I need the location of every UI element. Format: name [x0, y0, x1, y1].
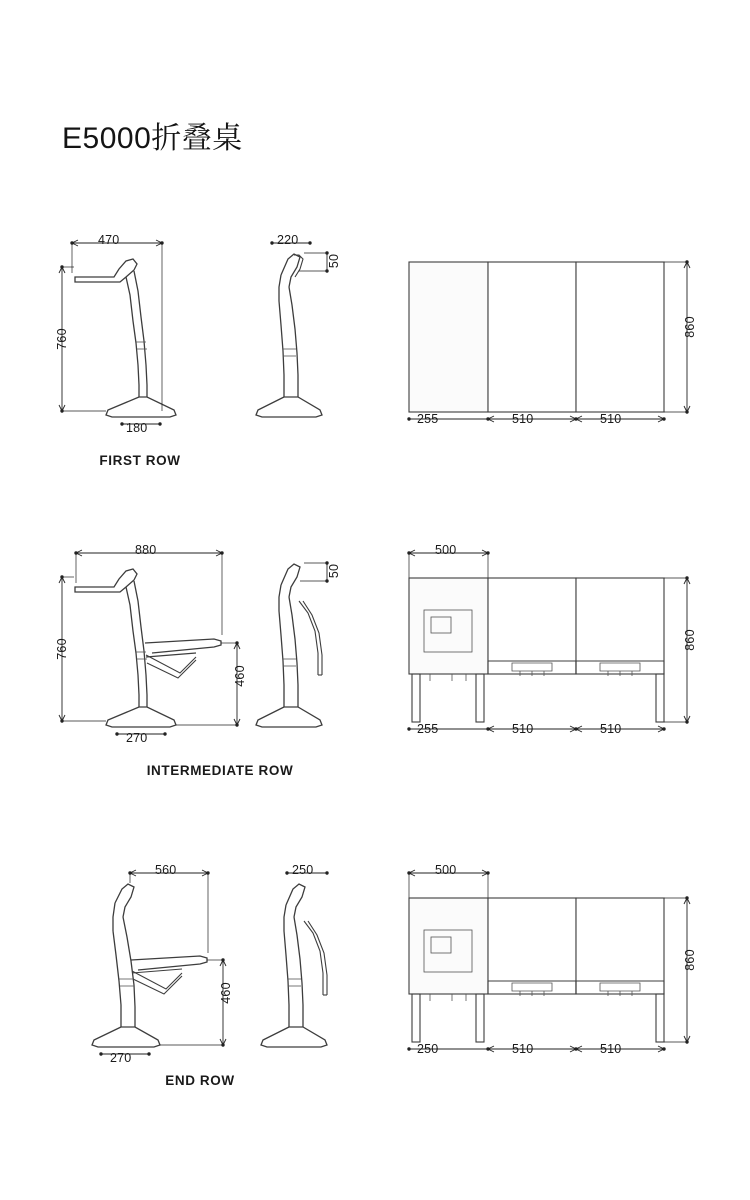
first-row-front-view: [407, 260, 690, 422]
intermediate-row-section: [0, 535, 750, 800]
intermediate-row-seg-dim-1: 255: [417, 722, 439, 736]
end-row-seg-dim-2: 510: [512, 1042, 534, 1056]
end-row-seat-height-dim: 460: [219, 982, 233, 1004]
first-row-folded-view: [256, 241, 329, 417]
end-row-folded-width-dim: 250: [292, 863, 314, 877]
intermediate-row-width-dim: 880: [135, 543, 157, 557]
intermediate-row-base-dim: 270: [126, 731, 148, 745]
end-row-front-height-dim: 860: [683, 949, 697, 971]
end-row-width-dim: 560: [155, 863, 177, 877]
intermediate-row-seg-dim-3: 510: [600, 722, 622, 736]
intermediate-row-folded-top-dim: 50: [327, 563, 341, 579]
first-row-folded-width-dim: 220: [277, 233, 299, 247]
intermediate-row-seg-dim-2: 510: [512, 722, 534, 736]
end-row-section: [0, 855, 750, 1105]
first-row-width-dim: 470: [98, 233, 120, 247]
intermediate-row-depth-dim: 500: [435, 543, 457, 557]
first-row-folded-top-dim: 50: [327, 253, 341, 269]
intermediate-row-folded-view: [256, 561, 329, 727]
end-row-seg-dim-3: 510: [600, 1042, 622, 1056]
end-row-folded-view: [261, 871, 329, 1047]
first-row-section: [0, 225, 750, 490]
first-row-caption: FIRST ROW: [99, 453, 181, 468]
end-row-side-view: [92, 870, 226, 1056]
page-title: E5000折叠桌: [62, 122, 243, 155]
intermediate-row-side-view: [59, 550, 240, 736]
end-row-depth-dim: 500: [435, 863, 457, 877]
end-row-drawing: [0, 855, 750, 1105]
intermediate-row-seat-height-dim: 460: [233, 665, 247, 687]
intermediate-row-front-height-dim: 860: [683, 629, 697, 651]
intermediate-row-drawing: [0, 535, 750, 800]
end-row-seg-dim-1: 250: [417, 1042, 439, 1056]
first-row-seg-dim-3: 510: [600, 412, 622, 426]
first-row-seg-dim-1: 255: [417, 412, 439, 426]
intermediate-row-caption: INTERMEDIATE ROW: [146, 763, 294, 778]
first-row-seg-dim-2: 510: [512, 412, 534, 426]
intermediate-row-front-view: [407, 550, 690, 732]
first-row-height-dim: 760: [55, 328, 69, 350]
end-row-caption: END ROW: [165, 1073, 235, 1088]
first-row-base-dim: 180: [126, 421, 148, 435]
first-row-front-height-dim: 860: [683, 316, 697, 338]
first-row-drawing: [0, 225, 750, 490]
end-row-front-view: [407, 870, 690, 1052]
end-row-base-dim: 270: [110, 1051, 132, 1065]
intermediate-row-height-dim: 760: [55, 638, 69, 660]
